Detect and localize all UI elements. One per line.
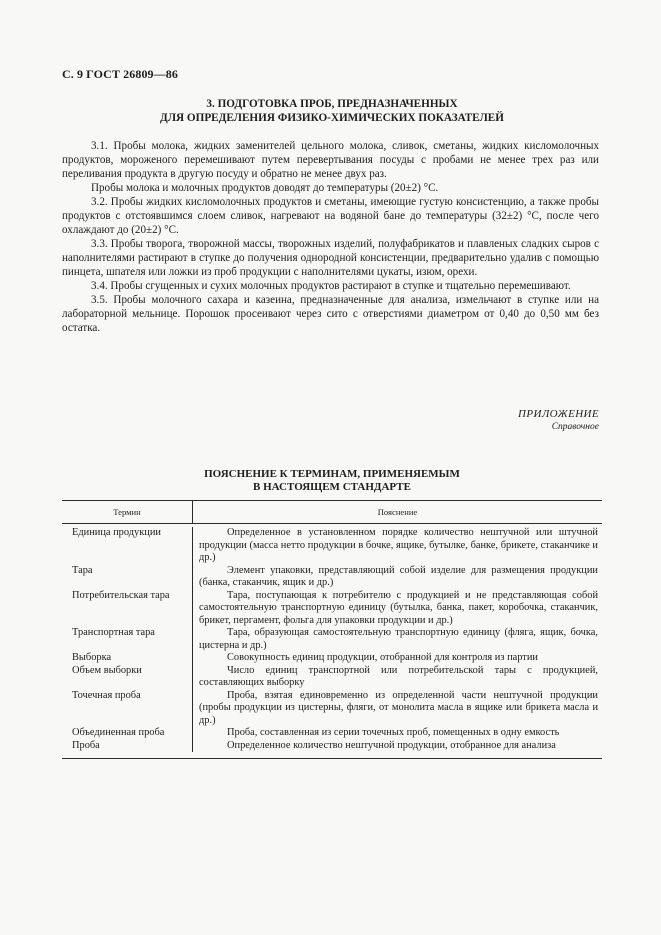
- glossary-rows: [62, 524, 602, 758]
- glossary-title-line-1: ПОЯСНЕНИЕ К ТЕРМИНАМ, ПРИМЕНЯЕМЫМ: [204, 468, 460, 480]
- explanation-cell: Определенное в установленном порядке количество нештучной или штучной продукции (масса нетто продукции в бочке, ящике, бутылке, банке, брикете, стаканчике и др.): [192, 527, 602, 565]
- paragraph-3-5: 3.5. Пробы молочного сахара и казеина, предназначенные для анализа, измельчают в ступке или на лабораторной мельнице. Порошок просеивают через сито с отверстиями диаметром от 0,40 до 0,50 мм без остатка.: [62, 294, 599, 334]
- paragraph-3-1-temperature: Пробы молока и молочных продуктов доводят до температуры (20±2) °С.: [91, 182, 439, 194]
- paragraph-3-2: 3.2. Пробы жидких кисломолочных продуктов и сметаны, имеющие густую консистенцию, а также пробы продуктов с отстоявшимся слоем сливок, нагревают на водяной бане до температуры (32±2) °С, после чего охлаждают до (20±2) °С.: [62, 196, 599, 236]
- term-cell: Потребительская тара: [72, 589, 170, 601]
- glossary-table-header: [62, 501, 602, 524]
- table-row: [62, 527, 602, 565]
- term-cell: Тара: [72, 564, 93, 576]
- page-header: С. 9 ГОСТ 26809—86: [62, 67, 178, 81]
- paragraph-3-3: 3.3. Пробы творога, творожной массы, творожных изделий, полуфабрикатов и плавленых сладких сыров с наполнителями растирают в ступке до получения однородной консистенции, предварительно удалив с помощью пинцета, шпателя или ложки из проб продукции с наполнителями цукаты, изюм, орехи.: [62, 238, 599, 278]
- appendix-title: ПРИЛОЖЕНИЕ: [518, 408, 599, 420]
- glossary-table: [62, 500, 602, 759]
- term-cell: Точечная проба: [72, 689, 141, 701]
- glossary-title-line-2: В НАСТОЯЩЕМ СТАНДАРТЕ: [253, 481, 411, 493]
- table-row: [62, 740, 602, 753]
- paragraph-3-4: 3.4. Пробы сгущенных и сухих молочных продуктов растирают в ступке и тщательно перемешивают.: [91, 280, 571, 292]
- glossary-title: [62, 468, 602, 494]
- explanation-cell: Проба, составленная из серии точечных проб, помещенных в одну емкость: [192, 727, 602, 740]
- explanation-cell: Элемент упаковки, представляющий собой изделие для размещения продукции (банка, стаканчик, ящик и др.): [192, 565, 602, 590]
- section-body: [62, 139, 599, 335]
- explanation-cell: Совокупность единиц продукции, отобранной для контроля из партии: [192, 652, 602, 665]
- explanation-cell: Тара, поступающая к потребителю с продукцией и не представляющая собой самостоятельную транспортную единицу (бутылка, банка, пакет, коробочка, стаканчик, брикет, пергамент, фольга для упаковки продукции и др.): [192, 590, 602, 628]
- table-row: [62, 590, 602, 628]
- table-row: [62, 727, 602, 740]
- appendix-label: [518, 408, 599, 434]
- table-row: [62, 665, 602, 690]
- section-title-line-1: 3. ПОДГОТОВКА ПРОБ, ПРЕДНАЗНАЧЕННЫХ: [206, 98, 458, 110]
- table-row: [62, 565, 602, 590]
- table-row: [62, 652, 602, 665]
- term-cell: Объединенная проба: [72, 727, 165, 738]
- table-row: [62, 690, 602, 728]
- appendix-subtitle: Справочное: [551, 422, 599, 432]
- term-cell: Проба: [72, 739, 100, 751]
- section-title-line-2: ДЛЯ ОПРЕДЕЛЕНИЯ ФИЗИКО-ХИМИЧЕСКИХ ПОКАЗАТЕЛЕЙ: [160, 112, 504, 124]
- term-cell: Объем выборки: [72, 664, 142, 676]
- explanation-cell: Тара, образующая самостоятельную транспортную единицу (фляга, ящик, бочка, цистерна и др.): [192, 627, 602, 652]
- term-cell: Выборка: [72, 652, 112, 663]
- section-title: [62, 97, 602, 125]
- column-header-term: Термин: [113, 506, 141, 517]
- paragraph-3-1: 3.1. Пробы молока, жидких заменителей цельного молока, сливок, сметаны, жидких кисломолочных продуктов, мороженого перемешивают путем перевертывания посуды с пробами не менее трех раз или переливания продукта в другую посуду и обратно не менее двух раз.: [62, 140, 599, 180]
- explanation-cell: Проба, взятая единовременно из определенной части нештучной продукции (пробы продукции из цистерны, фляги, от монолита масла в ящике или брикета масла и др.): [192, 690, 602, 728]
- column-header-explanation: Пояснение: [192, 501, 602, 523]
- explanation-cell: Число единиц транспортной или потребительской тары с продукцией, составляющих выборку: [192, 665, 602, 690]
- term-cell: Транспортная тара: [72, 627, 155, 638]
- term-cell: Единица продукции: [72, 527, 161, 538]
- table-row: [62, 627, 602, 652]
- explanation-cell: Определенное количество нештучной продукции, отобранное для анализа: [192, 740, 602, 753]
